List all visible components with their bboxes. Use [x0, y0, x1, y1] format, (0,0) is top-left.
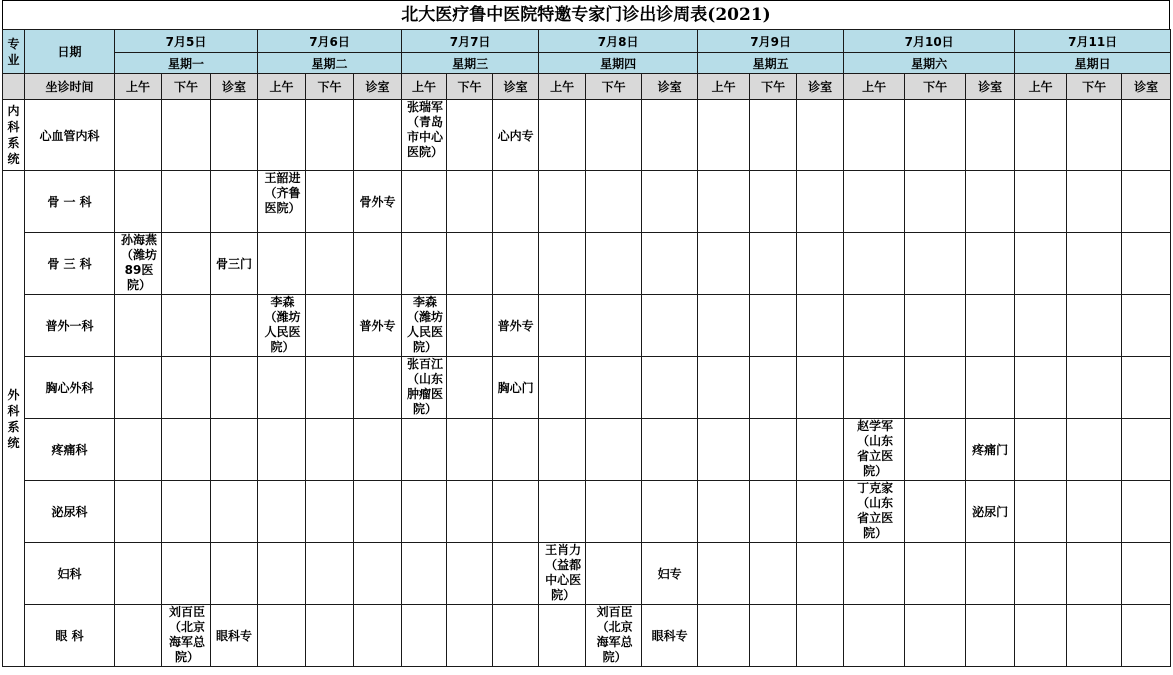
group-label-surgery: 外科系统 [3, 171, 25, 667]
doctor-cell [306, 481, 354, 543]
doctor-cell [539, 100, 586, 171]
doctor-cell [402, 481, 447, 543]
slot-header-cell: 上午 [402, 74, 447, 100]
slot-header-cell: 下午 [586, 74, 642, 100]
doctor-cell: 张百江 （山东 肿瘤医 院） [402, 357, 447, 419]
slot-header-cell: 下午 [750, 74, 797, 100]
doctor-cell [750, 481, 797, 543]
doctor-cell [750, 233, 797, 295]
doctor-cell: 张瑞军 （青岛 市中心 医院） [402, 100, 447, 171]
slot-header-cell: 上午 [844, 74, 905, 100]
room-cell [493, 419, 539, 481]
room-cell: 普外专 [354, 295, 402, 357]
room-cell [797, 481, 844, 543]
room-cell [966, 171, 1015, 233]
room-cell [1122, 295, 1171, 357]
room-cell [493, 233, 539, 295]
date-cell: 7月5日 [115, 30, 258, 53]
department-name: 泌尿科 [25, 481, 115, 543]
room-cell [354, 419, 402, 481]
date-cell: 7月11日 [1015, 30, 1171, 53]
room-cell [211, 357, 258, 419]
room-cell: 骨外专 [354, 171, 402, 233]
doctor-cell [750, 171, 797, 233]
table-row [3, 419, 1171, 481]
specialty-header: 专业 [3, 30, 25, 74]
doctor-cell [750, 543, 797, 605]
doctor-cell [258, 605, 306, 667]
doctor-cell [698, 481, 750, 543]
doctor-cell [586, 171, 642, 233]
doctor-cell [162, 357, 211, 419]
date-cell: 7月9日 [698, 30, 844, 53]
doctor-cell [586, 295, 642, 357]
department-name: 妇科 [25, 543, 115, 605]
doctor-cell [402, 233, 447, 295]
doctor-cell [844, 357, 905, 419]
slot-header-cell: 下午 [306, 74, 354, 100]
room-cell [1122, 605, 1171, 667]
doctor-cell [1067, 100, 1122, 171]
room-cell: 眼科专 [211, 605, 258, 667]
slot-header-cell: 上午 [1015, 74, 1067, 100]
doctor-cell [1015, 357, 1067, 419]
room-cell [1122, 100, 1171, 171]
doctor-cell [115, 543, 162, 605]
room-cell [493, 171, 539, 233]
slot-header-cell: 诊室 [1122, 74, 1171, 100]
doctor-cell [115, 605, 162, 667]
room-cell [1122, 233, 1171, 295]
doctor-cell [750, 357, 797, 419]
doctor-cell [402, 171, 447, 233]
room-cell: 妇专 [642, 543, 698, 605]
doctor-cell [1067, 481, 1122, 543]
group-label-internal: 内科系统 [3, 100, 25, 171]
room-cell [797, 357, 844, 419]
room-cell [211, 543, 258, 605]
doctor-cell [750, 419, 797, 481]
room-cell [642, 481, 698, 543]
doctor-cell: 王韶进 （齐鲁 医院） [258, 171, 306, 233]
table-row [3, 100, 1171, 171]
doctor-cell [115, 419, 162, 481]
date-cell: 7月7日 [402, 30, 539, 53]
room-cell [797, 419, 844, 481]
room-cell [642, 233, 698, 295]
specialty-header-blank [3, 74, 25, 100]
department-name: 普外一科 [25, 295, 115, 357]
slot-header-cell: 下午 [905, 74, 966, 100]
doctor-cell [258, 100, 306, 171]
doctor-cell [905, 543, 966, 605]
weekday-cell: 星期五 [698, 53, 844, 74]
doctor-cell [162, 171, 211, 233]
doctor-cell [115, 171, 162, 233]
slot-header-cell: 下午 [447, 74, 493, 100]
doctor-cell: 丁克家 （山东 省立医 院） [844, 481, 905, 543]
weekday-cell: 星期日 [1015, 53, 1171, 74]
time-header: 坐诊时间 [25, 74, 115, 100]
room-cell: 胸心门 [493, 357, 539, 419]
doctor-cell [698, 233, 750, 295]
department-name: 胸心外科 [25, 357, 115, 419]
doctor-cell [1015, 481, 1067, 543]
department-name: 心血管内科 [25, 100, 115, 171]
doctor-cell [586, 419, 642, 481]
room-cell [642, 171, 698, 233]
doctor-cell [844, 100, 905, 171]
doctor-cell: 李森 （潍坊 人民医 院） [258, 295, 306, 357]
doctor-cell [258, 233, 306, 295]
slot-header-cell: 诊室 [966, 74, 1015, 100]
doctor-cell [905, 295, 966, 357]
doctor-cell [1067, 419, 1122, 481]
slot-header-cell: 上午 [698, 74, 750, 100]
doctor-cell [905, 171, 966, 233]
doctor-cell [162, 543, 211, 605]
doctor-cell [844, 605, 905, 667]
room-cell [1122, 419, 1171, 481]
doctor-cell [115, 295, 162, 357]
doctor-cell [539, 419, 586, 481]
doctor-cell [844, 233, 905, 295]
room-cell: 泌尿门 [966, 481, 1015, 543]
table-row [3, 605, 1171, 667]
slot-header-cell: 诊室 [797, 74, 844, 100]
room-cell [211, 481, 258, 543]
doctor-cell [905, 233, 966, 295]
slot-header-cell: 诊室 [642, 74, 698, 100]
room-cell [493, 605, 539, 667]
room-cell: 普外专 [493, 295, 539, 357]
room-cell [354, 233, 402, 295]
doctor-cell [1067, 357, 1122, 419]
doctor-cell: 孙海燕 （潍坊 89医 院） [115, 233, 162, 295]
slot-header-cell: 上午 [115, 74, 162, 100]
doctor-cell [1067, 605, 1122, 667]
department-name: 眼 科 [25, 605, 115, 667]
doctor-cell [905, 357, 966, 419]
room-cell [354, 100, 402, 171]
doctor-cell [306, 357, 354, 419]
doctor-cell [306, 100, 354, 171]
doctor-cell [698, 543, 750, 605]
room-cell [1122, 543, 1171, 605]
room-cell [797, 233, 844, 295]
slot-header-cell: 下午 [162, 74, 211, 100]
room-cell [354, 605, 402, 667]
doctor-cell [402, 543, 447, 605]
weekday-cell: 星期四 [539, 53, 698, 74]
room-cell [797, 543, 844, 605]
doctor-cell: 李森 （潍坊 人民医 院） [402, 295, 447, 357]
room-cell [211, 295, 258, 357]
room-cell [966, 605, 1015, 667]
doctor-cell: 赵学军 （山东 省立医 院） [844, 419, 905, 481]
doctor-cell [1067, 171, 1122, 233]
doctor-cell [447, 419, 493, 481]
table-row [3, 171, 1171, 233]
room-cell: 心内专 [493, 100, 539, 171]
weekday-cell: 星期三 [402, 53, 539, 74]
doctor-cell [539, 233, 586, 295]
room-cell [211, 419, 258, 481]
table-row [3, 543, 1171, 605]
doctor-cell [844, 543, 905, 605]
doctor-cell [447, 543, 493, 605]
doctor-cell [698, 295, 750, 357]
doctor-cell [539, 605, 586, 667]
doctor-cell: 王肖力 （益都 中心医 院） [539, 543, 586, 605]
doctor-cell [905, 605, 966, 667]
room-cell [966, 233, 1015, 295]
department-name: 骨 一 科 [25, 171, 115, 233]
doctor-cell [586, 543, 642, 605]
slot-header-cell: 诊室 [211, 74, 258, 100]
date-cell: 7月6日 [258, 30, 402, 53]
doctor-cell [447, 100, 493, 171]
date-header: 日期 [25, 30, 115, 74]
doctor-cell [1015, 295, 1067, 357]
weekday-cell: 星期二 [258, 53, 402, 74]
doctor-cell [1067, 543, 1122, 605]
weekday-cell: 星期六 [844, 53, 1015, 74]
table-row [3, 481, 1171, 543]
date-cell: 7月8日 [539, 30, 698, 53]
doctor-cell [162, 419, 211, 481]
doctor-cell [258, 543, 306, 605]
slot-header-cell: 下午 [1067, 74, 1122, 100]
doctor-cell [402, 605, 447, 667]
doctor-cell [586, 100, 642, 171]
room-cell [642, 100, 698, 171]
room-cell [797, 100, 844, 171]
doctor-cell [447, 605, 493, 667]
room-cell [797, 605, 844, 667]
slot-header-cell: 上午 [539, 74, 586, 100]
table-row [3, 357, 1171, 419]
doctor-cell [115, 481, 162, 543]
date-row [3, 30, 1171, 53]
doctor-cell [162, 295, 211, 357]
doctor-cell [905, 419, 966, 481]
room-cell [493, 543, 539, 605]
doctor-cell [447, 481, 493, 543]
room-cell [1122, 171, 1171, 233]
room-cell: 眼科专 [642, 605, 698, 667]
doctor-cell: 刘百臣 （北京 海军总 院） [586, 605, 642, 667]
room-cell [642, 357, 698, 419]
doctor-cell [586, 233, 642, 295]
slot-row [3, 74, 1171, 100]
room-cell [354, 481, 402, 543]
doctor-cell [1015, 233, 1067, 295]
doctor-cell [258, 357, 306, 419]
doctor-cell [698, 171, 750, 233]
doctor-cell [698, 100, 750, 171]
doctor-cell [306, 605, 354, 667]
doctor-cell [539, 295, 586, 357]
weekday-cell: 星期一 [115, 53, 258, 74]
doctor-cell [539, 357, 586, 419]
doctor-cell [162, 100, 211, 171]
doctor-cell [539, 481, 586, 543]
doctor-cell [306, 419, 354, 481]
doctor-cell [115, 100, 162, 171]
doctor-cell [258, 419, 306, 481]
page-title: 北大医疗鲁中医院特邀专家门诊出诊周表(2021) [2, 0, 1170, 29]
doctor-cell [258, 481, 306, 543]
schedule-table [2, 29, 1171, 667]
date-cell: 7月10日 [844, 30, 1015, 53]
doctor-cell [698, 357, 750, 419]
department-name: 疼痛科 [25, 419, 115, 481]
doctor-cell [586, 481, 642, 543]
department-name: 骨 三 科 [25, 233, 115, 295]
doctor-cell [844, 295, 905, 357]
doctor-cell [750, 295, 797, 357]
doctor-cell [447, 233, 493, 295]
doctor-cell [698, 605, 750, 667]
doctor-cell [698, 419, 750, 481]
doctor-cell [162, 233, 211, 295]
doctor-cell [1015, 419, 1067, 481]
room-cell [797, 295, 844, 357]
doctor-cell [1015, 100, 1067, 171]
doctor-cell [586, 357, 642, 419]
doctor-cell [447, 171, 493, 233]
room-cell: 疼痛门 [966, 419, 1015, 481]
room-cell [354, 357, 402, 419]
doctor-cell [306, 233, 354, 295]
doctor-cell [1015, 543, 1067, 605]
doctor-cell [447, 357, 493, 419]
doctor-cell [1067, 233, 1122, 295]
room-cell [1122, 357, 1171, 419]
room-cell [642, 419, 698, 481]
room-cell [211, 100, 258, 171]
doctor-cell [306, 171, 354, 233]
room-cell [354, 543, 402, 605]
doctor-cell [1015, 605, 1067, 667]
doctor-cell: 刘百臣 （北京 海军总 院） [162, 605, 211, 667]
table-row [3, 233, 1171, 295]
room-cell [966, 543, 1015, 605]
room-cell [1122, 481, 1171, 543]
doctor-cell [1067, 295, 1122, 357]
doctor-cell [115, 357, 162, 419]
doctor-cell [905, 100, 966, 171]
doctor-cell [306, 543, 354, 605]
room-cell [966, 100, 1015, 171]
doctor-cell [539, 171, 586, 233]
doctor-cell [1015, 171, 1067, 233]
doctor-cell [750, 605, 797, 667]
room-cell [642, 295, 698, 357]
room-cell [211, 171, 258, 233]
slot-header-cell: 上午 [258, 74, 306, 100]
doctor-cell [306, 295, 354, 357]
table-row [3, 295, 1171, 357]
doctor-cell [905, 481, 966, 543]
doctor-cell [844, 171, 905, 233]
doctor-cell [750, 100, 797, 171]
room-cell [966, 295, 1015, 357]
doctor-cell [162, 481, 211, 543]
room-cell [493, 481, 539, 543]
doctor-cell [402, 419, 447, 481]
weekday-row [3, 53, 1171, 74]
room-cell [797, 171, 844, 233]
doctor-cell [447, 295, 493, 357]
room-cell [966, 357, 1015, 419]
slot-header-cell: 诊室 [354, 74, 402, 100]
slot-header-cell: 诊室 [493, 74, 539, 100]
room-cell: 骨三门 [211, 233, 258, 295]
